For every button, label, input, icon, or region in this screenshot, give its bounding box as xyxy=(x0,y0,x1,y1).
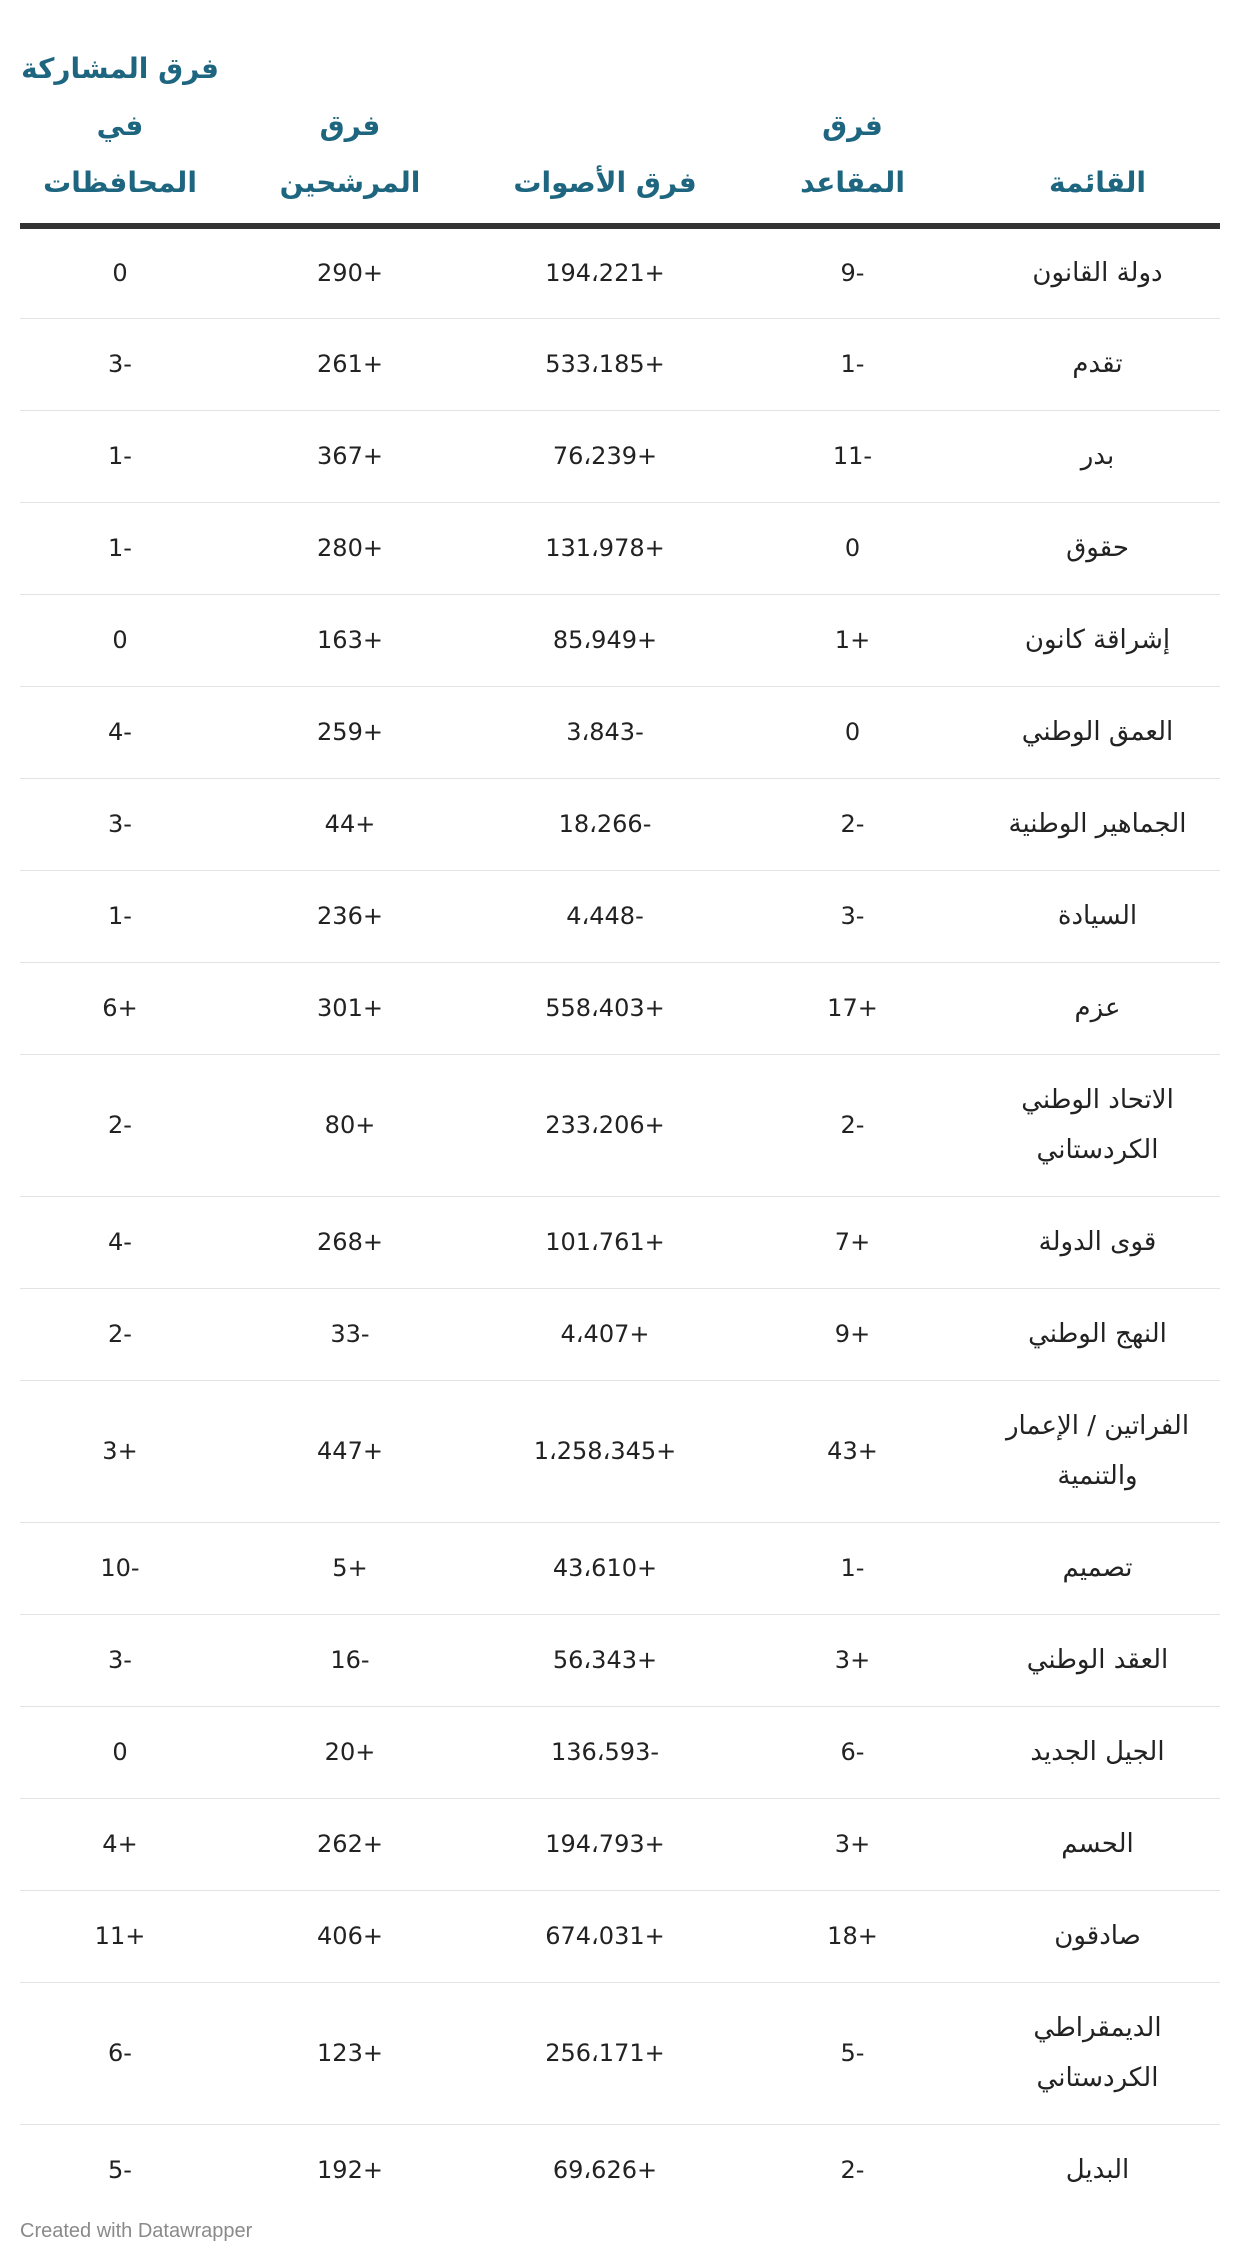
header-candidates-line-1: فرق xyxy=(319,109,381,142)
cell-candidates: 16- xyxy=(220,1614,480,1706)
header-participation[interactable] xyxy=(20,40,220,226)
cell-votes: 533،185+ xyxy=(480,318,730,410)
cell-votes: 18،266- xyxy=(480,778,730,870)
cell-list: الاتحاد الوطني الكردستاني xyxy=(975,1054,1220,1196)
cell-participation: 4+ xyxy=(20,1798,220,1890)
cell-votes: 56،343+ xyxy=(480,1614,730,1706)
cell-votes: 256،171+ xyxy=(480,1982,730,2124)
table-row xyxy=(20,594,1220,686)
cell-participation: 1- xyxy=(20,502,220,594)
cell-votes: 76،239+ xyxy=(480,410,730,502)
cell-votes: 194،793+ xyxy=(480,1798,730,1890)
cell-candidates: 261+ xyxy=(220,318,480,410)
cell-candidates: 123+ xyxy=(220,1982,480,2124)
cell-list: عزم xyxy=(975,962,1220,1054)
cell-seats: 11- xyxy=(730,410,975,502)
cell-list: صادقون xyxy=(975,1890,1220,1982)
cell-seats: 2- xyxy=(840,2156,865,2185)
cell-participation: 3- xyxy=(20,318,220,410)
header-votes[interactable] xyxy=(480,40,730,226)
cell-seats: 18+ xyxy=(730,1890,975,1982)
results-difference-table xyxy=(20,40,1220,2216)
cell-candidates: 290+ xyxy=(220,226,480,318)
cell-candidates: 268+ xyxy=(220,1196,480,1288)
cell-participation: 3+ xyxy=(20,1380,220,1522)
cell-participation: 3- xyxy=(20,778,220,870)
cell-votes: 1،258،345+ xyxy=(480,1380,730,1522)
cell-participation: 10- xyxy=(20,1522,220,1614)
cell-seats: 2- xyxy=(730,778,975,870)
cell-list: الجيل الجديد xyxy=(975,1706,1220,1798)
table-row xyxy=(20,1890,1220,1982)
cell-seats: 0 xyxy=(730,686,975,778)
table-row xyxy=(20,226,1220,318)
cell-list: النهج الوطني xyxy=(975,1288,1220,1380)
cell-candidates: 447+ xyxy=(220,1380,480,1522)
cell-seats: 0 xyxy=(730,502,975,594)
header-list[interactable] xyxy=(975,40,1220,226)
cell-candidates: 192+ xyxy=(317,2156,383,2185)
cell-votes: 674،031+ xyxy=(480,1890,730,1982)
cell-participation: 3- xyxy=(20,1614,220,1706)
cell-participation: 2- xyxy=(20,1054,220,1196)
cell-list: تقدم xyxy=(975,318,1220,410)
header-seats-line-1: فرق xyxy=(822,109,883,142)
cell-votes: 233،206+ xyxy=(480,1054,730,1196)
header-participation-line-1: فرق المشاركة xyxy=(21,52,219,85)
table-row xyxy=(20,1522,1220,1614)
cell-participation: 6- xyxy=(20,1982,220,2124)
cell-participation: 0 xyxy=(20,1706,220,1798)
table-row xyxy=(20,410,1220,502)
cell-votes: 3،843- xyxy=(480,686,730,778)
cell-votes: 101،761+ xyxy=(480,1196,730,1288)
cell-list: الفراتين / الإعمار والتنمية xyxy=(975,1380,1220,1522)
table-row xyxy=(20,1614,1220,1706)
cell-participation: 0 xyxy=(20,226,220,318)
cell-candidates: 259+ xyxy=(220,686,480,778)
cell-candidates: 301+ xyxy=(220,962,480,1054)
table-row xyxy=(20,1706,1220,1798)
cell-participation: 2- xyxy=(20,1288,220,1380)
cell-seats: 9- xyxy=(730,226,975,318)
cell-participation: 4- xyxy=(20,686,220,778)
cell-participation: 4- xyxy=(20,1196,220,1288)
table-row xyxy=(20,2124,1220,2216)
table-body xyxy=(20,226,1220,2216)
cell-seats: 43+ xyxy=(730,1380,975,1522)
cell-participation: 5- xyxy=(108,2156,132,2185)
cell-participation: 1- xyxy=(20,410,220,502)
cell-seats: 3+ xyxy=(730,1798,975,1890)
cell-list: البديل xyxy=(1065,2155,1130,2186)
cell-votes: 85،949+ xyxy=(480,594,730,686)
cell-seats: 2- xyxy=(730,1054,975,1196)
table-row xyxy=(20,1288,1220,1380)
cell-list: الحسم xyxy=(975,1798,1220,1890)
cell-list: بدر xyxy=(975,410,1220,502)
table-row xyxy=(20,962,1220,1054)
cell-votes: 131،978+ xyxy=(480,502,730,594)
table-row xyxy=(20,1196,1220,1288)
cell-votes: 69،626+ xyxy=(552,2156,658,2185)
cell-seats: 1- xyxy=(730,1522,975,1614)
cell-list: العقد الوطني xyxy=(975,1614,1220,1706)
cell-list: قوى الدولة xyxy=(975,1196,1220,1288)
header-row xyxy=(20,40,1220,226)
cell-seats: 6- xyxy=(730,1706,975,1798)
table-row xyxy=(20,1054,1220,1196)
cell-seats: 17+ xyxy=(730,962,975,1054)
cell-seats: 9+ xyxy=(730,1288,975,1380)
table-row xyxy=(20,1798,1220,1890)
cell-candidates: 20+ xyxy=(220,1706,480,1798)
cell-candidates: 406+ xyxy=(220,1890,480,1982)
cell-seats: 3+ xyxy=(730,1614,975,1706)
cell-candidates: 262+ xyxy=(220,1798,480,1890)
header-seats[interactable] xyxy=(730,40,975,226)
cell-candidates: 5+ xyxy=(220,1522,480,1614)
cell-votes: 4،448- xyxy=(480,870,730,962)
cell-votes: 4،407+ xyxy=(480,1288,730,1380)
cell-seats: 7+ xyxy=(730,1196,975,1288)
cell-participation: 0 xyxy=(20,594,220,686)
table-header xyxy=(20,40,1220,226)
cell-seats: 1+ xyxy=(730,594,975,686)
table-row xyxy=(20,502,1220,594)
table-row xyxy=(20,686,1220,778)
cell-votes: 558،403+ xyxy=(480,962,730,1054)
cell-participation: 11+ xyxy=(20,1890,220,1982)
cell-list: العمق الوطني xyxy=(975,686,1220,778)
cell-seats: 3- xyxy=(730,870,975,962)
cell-participation: 1- xyxy=(20,870,220,962)
cell-list: الجماهير الوطنية xyxy=(975,778,1220,870)
cell-candidates: 44+ xyxy=(220,778,480,870)
cell-candidates: 33- xyxy=(220,1288,480,1380)
cell-list: إشراقة كانون xyxy=(975,594,1220,686)
header-list-line-1: القائمة xyxy=(1048,166,1147,199)
cell-seats: 5- xyxy=(730,1982,975,2124)
cell-votes: 136،593- xyxy=(480,1706,730,1798)
header-candidates[interactable] xyxy=(220,40,480,226)
cell-votes: 43،610+ xyxy=(480,1522,730,1614)
cell-candidates: 80+ xyxy=(220,1054,480,1196)
header-participation-line-2: في المحافظات xyxy=(43,109,197,199)
cell-candidates: 163+ xyxy=(220,594,480,686)
cell-seats: 1- xyxy=(730,318,975,410)
cell-candidates: 280+ xyxy=(220,502,480,594)
table-row xyxy=(20,778,1220,870)
header-votes-line-1: فرق الأصوات xyxy=(513,166,697,199)
cell-list: دولة القانون xyxy=(975,226,1220,318)
datawrapper-credit[interactable]: Created with Datawrapper xyxy=(20,2220,253,2242)
table-row xyxy=(20,318,1220,410)
table-row xyxy=(20,870,1220,962)
table-row xyxy=(20,1982,1220,2124)
cell-list: الديمقراطي الكردستاني xyxy=(975,1982,1220,2124)
cell-candidates: 236+ xyxy=(220,870,480,962)
table-row xyxy=(20,1380,1220,1522)
cell-participation: 6+ xyxy=(20,962,220,1054)
cell-list: السيادة xyxy=(975,870,1220,962)
header-seats-line-2: المقاعد xyxy=(800,166,905,199)
cell-candidates: 367+ xyxy=(220,410,480,502)
cell-list: تصميم xyxy=(975,1522,1220,1614)
header-candidates-line-2: المرشحين xyxy=(279,166,421,199)
cell-votes: 194،221+ xyxy=(480,226,730,318)
cell-list: حقوق xyxy=(975,502,1220,594)
